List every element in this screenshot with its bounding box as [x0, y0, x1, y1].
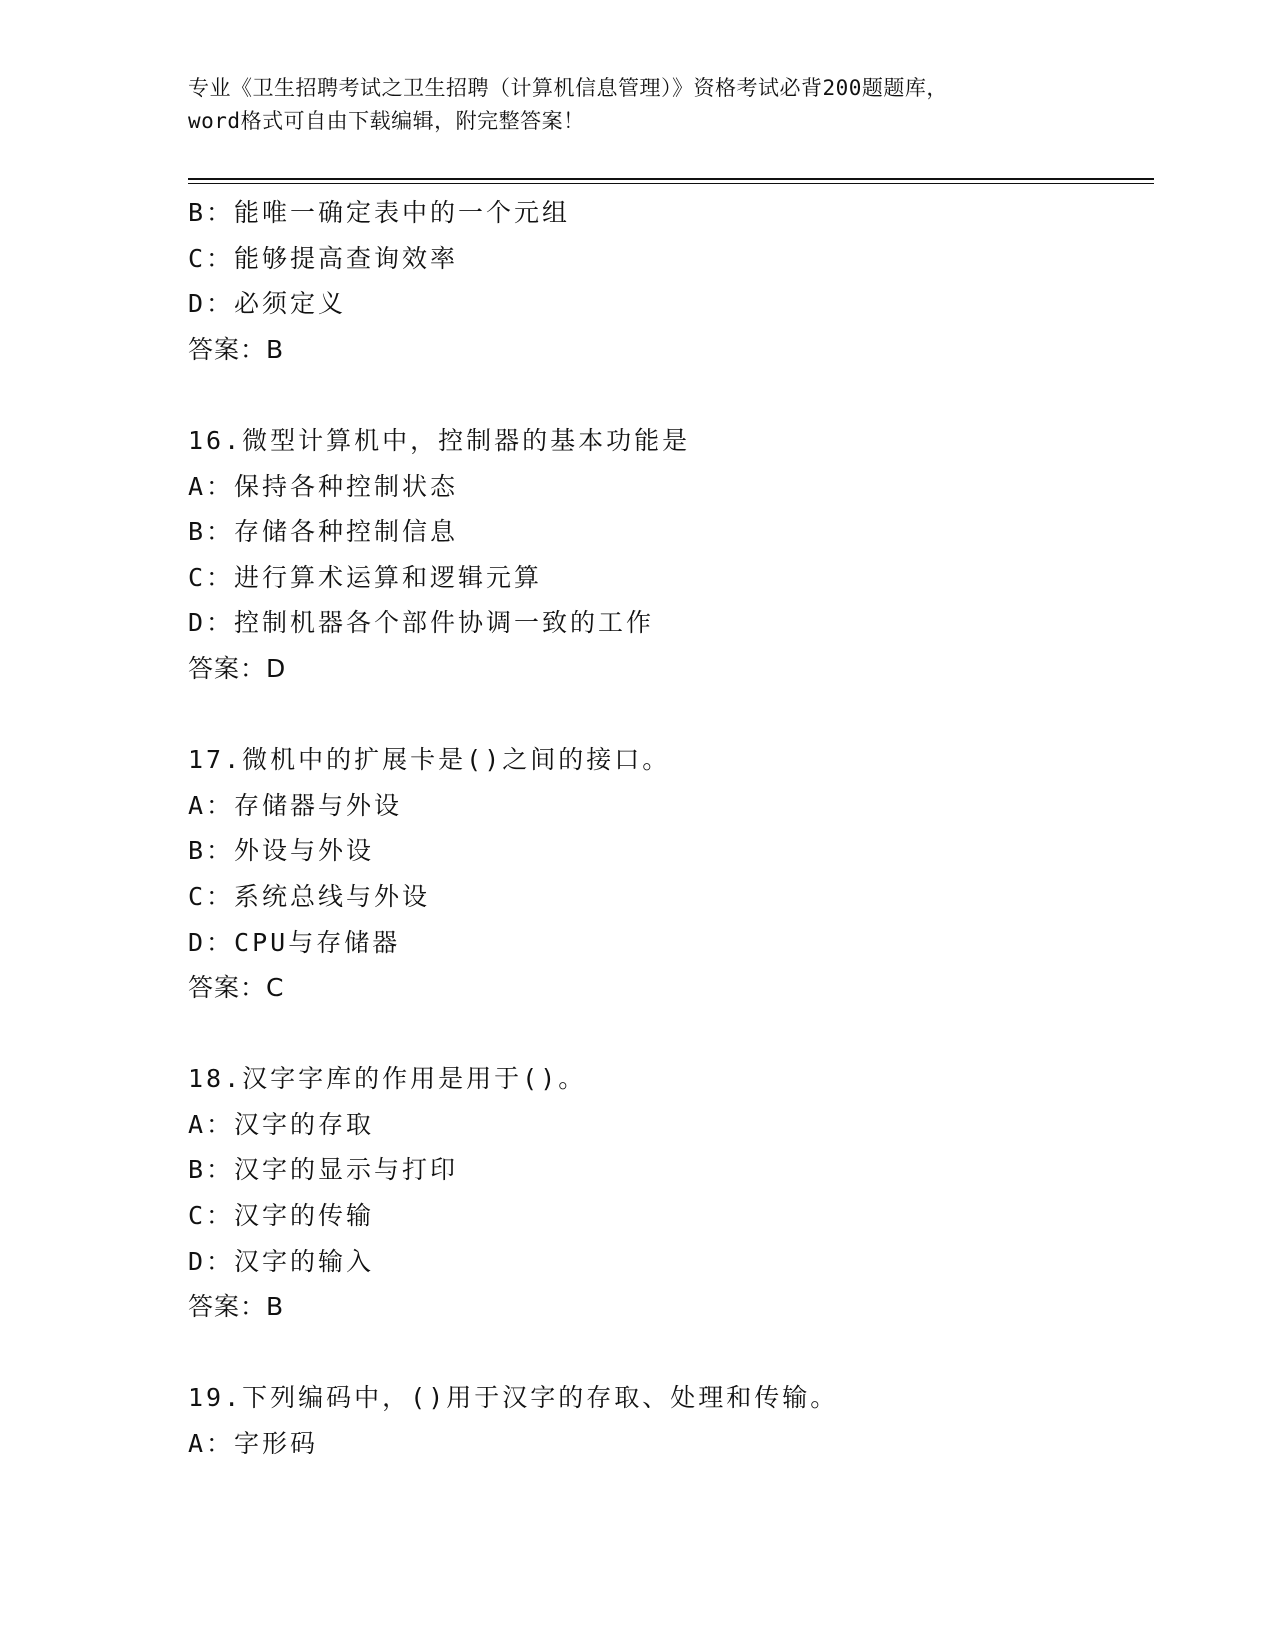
answer-line: 答案：C	[188, 973, 285, 1003]
question-stem: 19.下列编码中，()用于汉字的存取、处理和传输。	[188, 1383, 839, 1413]
option-c: C：进行算术运算和逻辑元算	[188, 562, 543, 592]
option-b: B：外设与外设	[188, 836, 375, 866]
question-stem: 17.微机中的扩展卡是()之间的接口。	[188, 745, 671, 775]
option-c: C：系统总线与外设	[188, 881, 431, 911]
question-continuation	[188, 190, 1148, 372]
answer-line: 答案：D	[188, 653, 287, 683]
question-17	[188, 737, 1148, 1011]
question-16	[188, 418, 1148, 692]
option-a: A：保持各种控制状态	[188, 471, 459, 501]
question-stem: 18.汉字字库的作用是用于()。	[188, 1064, 587, 1094]
option-d: D：必须定义	[188, 289, 347, 319]
question-19	[188, 1375, 1148, 1466]
question-stem: 16.微型计算机中，控制器的基本功能是	[188, 425, 691, 455]
answer-line: 答案：B	[188, 1292, 285, 1322]
option-b: B：存储各种控制信息	[188, 517, 459, 547]
question-18	[188, 1056, 1148, 1330]
spacer	[188, 692, 1148, 738]
option-c: C：能够提高查询效率	[188, 243, 459, 273]
option-b: B：汉字的显示与打印	[188, 1155, 459, 1185]
option-c: C：汉字的传输	[188, 1201, 375, 1231]
spacer	[188, 372, 1148, 418]
option-a: A：字形码	[188, 1429, 319, 1459]
option-d: D：控制机器各个部件协调一致的工作	[188, 608, 655, 638]
question-list	[188, 190, 1148, 1467]
header-divider-thin	[188, 183, 1154, 184]
option-b: B：能唯一确定表中的一个元组	[188, 198, 571, 227]
spacer	[188, 1330, 1148, 1376]
option-d: D：汉字的输入	[188, 1246, 375, 1276]
header-line-2: word格式可自由下载编辑，附完整答案！	[188, 109, 585, 133]
document-header	[188, 72, 1088, 138]
spacer	[188, 1011, 1148, 1057]
option-a: A：汉字的存取	[188, 1109, 375, 1139]
answer-line: 答案：B	[188, 334, 285, 364]
option-d: D：CPU与存储器	[188, 927, 401, 957]
option-a: A：存储器与外设	[188, 790, 403, 820]
header-line-1: 专业《卫生招聘考试之卫生招聘（计算机信息管理）》资格考试必背200题题库，	[188, 76, 948, 100]
header-divider-thick	[188, 178, 1154, 180]
